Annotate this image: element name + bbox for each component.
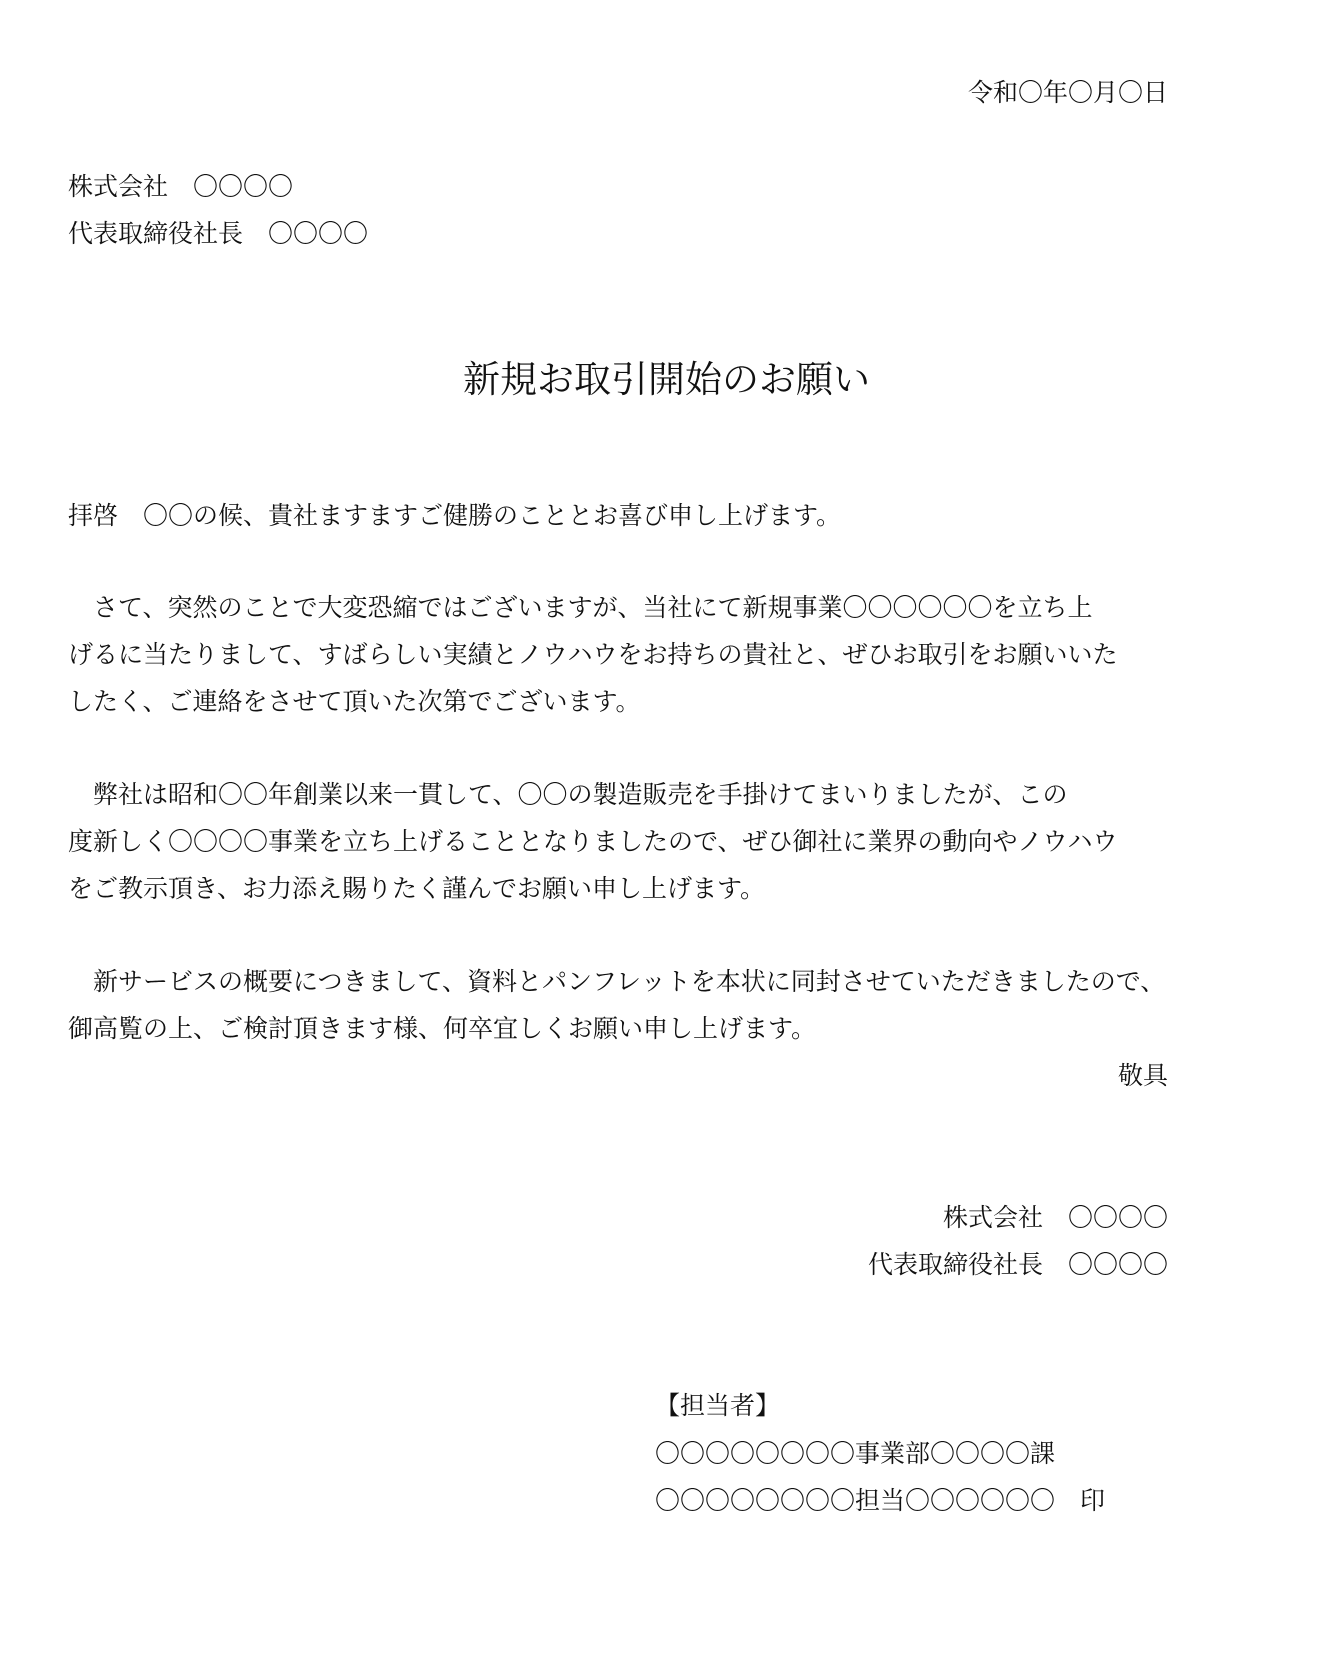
paragraph2-line1: 弊社は昭和〇〇年創業以来一貫して、〇〇の製造販売を手掛けてまいりましたが、この [68, 780, 1068, 809]
contact-department: 〇〇〇〇〇〇〇〇事業部〇〇〇〇課 [655, 1439, 1056, 1468]
paragraph1-line3: したく、ご連絡をさせて頂いた次第でございます。 [68, 687, 641, 716]
paragraph1-line2: げるに当たりまして、すばらしい実績とノウハウをお持ちの貴社と、ぜひお取引をお願いいた [68, 640, 1118, 669]
paragraph2-line2: 度新しく〇〇〇〇事業を立ち上げることとなりましたので、ぜひ御社に業界の動向やノウハウ [68, 827, 1118, 856]
contact-heading: 【担当者】 [655, 1391, 781, 1420]
contact-person: 〇〇〇〇〇〇〇〇担当〇〇〇〇〇〇 印 [655, 1486, 1106, 1515]
recipient-representative: 代表取締役社長 〇〇〇〇 [68, 219, 369, 248]
letter-title: 新規お取引開始のお願い [463, 358, 870, 401]
paragraph3-line2: 御高覧の上、ご検討頂きます様、何卒宜しくお願い申し上げます。 [68, 1014, 817, 1043]
sender-representative: 代表取締役社長 〇〇〇〇 [867, 1250, 1168, 1279]
letter-date: 令和〇年〇月〇日 [967, 78, 1168, 107]
paragraph3-line1: 新サービスの概要につきまして、資料とパンフレットを本状に同封させていただきましたので、 [68, 967, 1166, 996]
greeting-line: 拝啓 〇〇の候、貴社ますますご健勝のこととお喜び申し上げます。 [68, 501, 842, 530]
paragraph2-line3: をご教示頂き、お力添え賜りたく謹んでお願い申し上げます。 [68, 874, 766, 903]
closing-word: 敬具 [1117, 1061, 1168, 1090]
sender-company: 株式会社 〇〇〇〇 [942, 1203, 1168, 1232]
paragraph1-line1: さて、突然のことで大変恐縮ではございますが、当社にて新規事業〇〇〇〇〇〇を立ち上 [68, 593, 1093, 622]
recipient-company: 株式会社 〇〇〇〇 [68, 172, 294, 201]
